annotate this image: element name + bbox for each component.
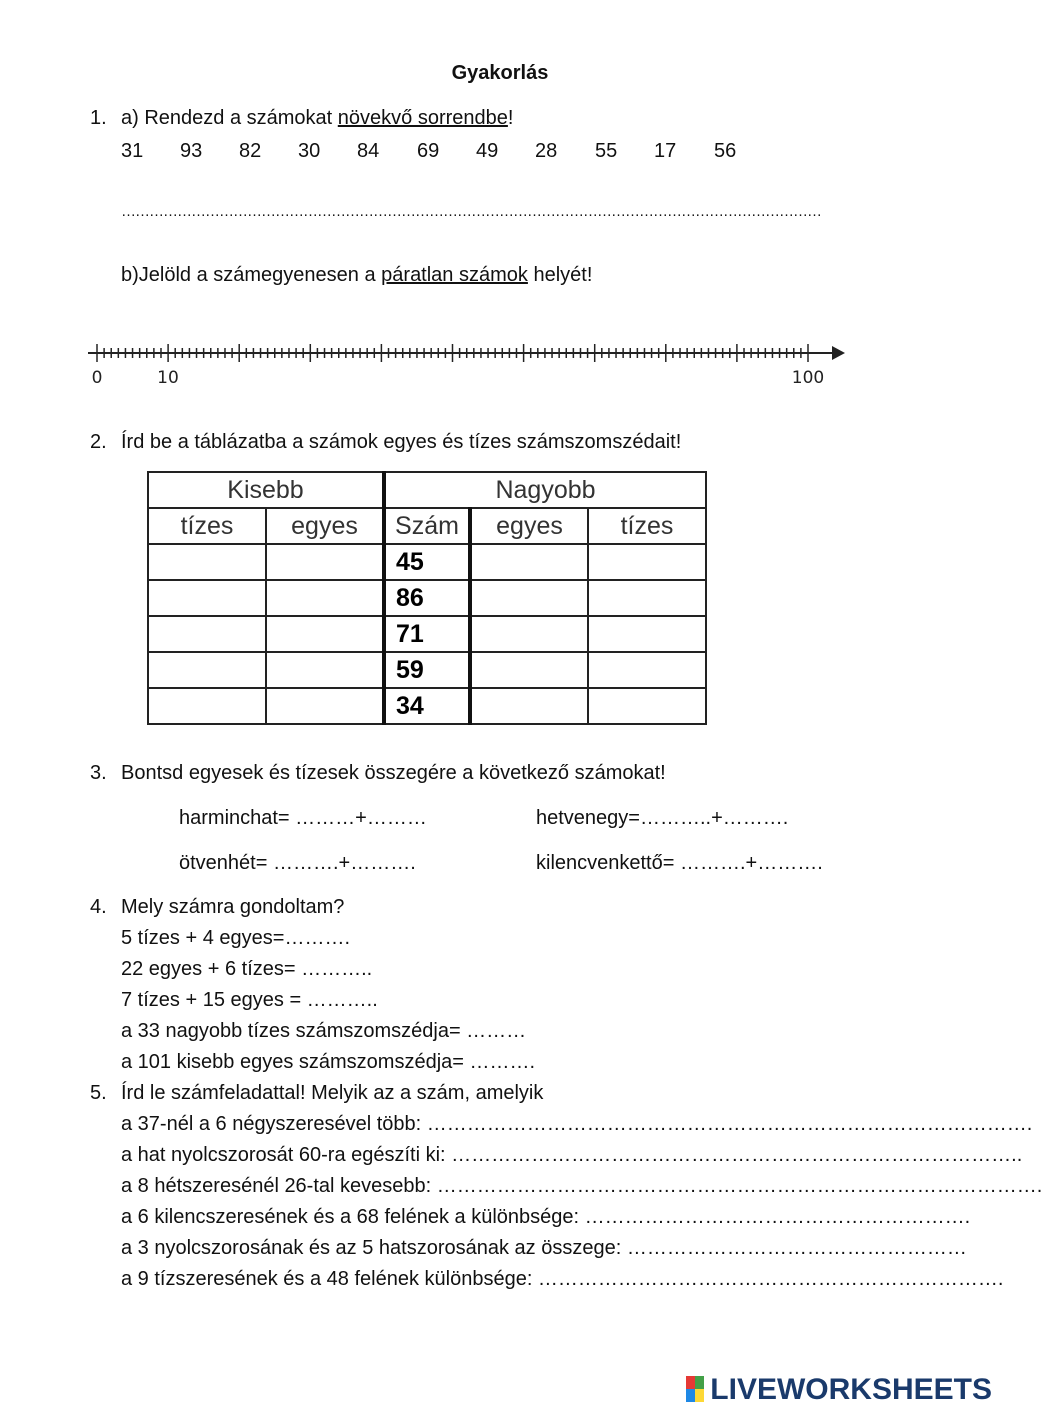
input-cell[interactable]	[148, 544, 266, 580]
input-cell[interactable]	[266, 688, 384, 724]
q3-item-kilencvenketto[interactable]: kilencvenkettő= ……….+……….	[536, 852, 823, 874]
page-title: Gyakorlás	[451, 62, 549, 84]
q1-answer-line[interactable]: ……………………………………………………………………………………………………………………………………	[121, 203, 821, 220]
q4-line[interactable]: 7 tízes + 15 egyes = ………..	[121, 989, 378, 1011]
input-cell[interactable]	[470, 616, 588, 652]
q1-number-item: 31	[121, 140, 144, 162]
column-header: tízes	[148, 508, 266, 544]
input-cell[interactable]	[470, 652, 588, 688]
q1-number-item: 69	[417, 140, 440, 162]
input-cell[interactable]	[148, 652, 266, 688]
q1-number-item: 28	[535, 140, 558, 162]
table-row	[148, 616, 706, 652]
q1-a-underlined: növekvő sorrendbe	[337, 107, 508, 129]
table-row	[148, 688, 706, 724]
number-cell: 45	[384, 544, 470, 580]
number-cell: 34	[384, 688, 470, 724]
axis-label-0: 0	[91, 368, 103, 388]
table-row	[148, 544, 706, 580]
input-cell[interactable]	[588, 688, 706, 724]
column-header: egyes	[470, 508, 588, 544]
logo-text: LIVEWORKSHEETS	[710, 1373, 992, 1406]
q4-line[interactable]: a 33 nagyobb tízes számszomszédja= ………	[121, 1020, 527, 1042]
input-cell[interactable]	[148, 580, 266, 616]
number-cell: 71	[384, 616, 470, 652]
input-cell[interactable]	[470, 688, 588, 724]
q5-instruction: Írd le számfeladattal! Melyik az a szám, amelyik	[121, 1082, 544, 1104]
input-cell[interactable]	[266, 616, 384, 652]
input-cell[interactable]	[266, 580, 384, 616]
q4-line[interactable]: 5 tízes + 4 egyes=……….	[121, 927, 350, 949]
input-cell[interactable]	[266, 544, 384, 580]
q1-number-item: 30	[298, 140, 321, 162]
q5-line[interactable]: a hat nyolcszorosát 60-ra egészíti ki: …………………………………………………………………………..	[121, 1144, 1023, 1166]
input-cell[interactable]	[470, 544, 588, 580]
input-cell[interactable]	[470, 580, 588, 616]
axis-label-10: 10	[157, 368, 179, 388]
column-header: tízes	[588, 508, 706, 544]
q4-line[interactable]: 22 egyes + 6 tízes= ………..	[121, 958, 373, 980]
header-kisebb: Kisebb	[148, 472, 384, 508]
q2-instruction: Írd be a táblázatba a számok egyes és tízes számszomszédait!	[121, 431, 682, 453]
q5-line[interactable]: a 6 kilencszeresének és a 68 felének a különbsége: ………………………………………………….	[121, 1206, 971, 1228]
input-cell[interactable]	[266, 652, 384, 688]
neighbors-table	[147, 471, 707, 725]
q1-a-instruction	[121, 107, 513, 130]
q1-number-item: 93	[180, 140, 203, 162]
column-header: Szám	[384, 508, 470, 544]
axis-label-100: 100	[791, 368, 825, 388]
q3-item-hetvenegy[interactable]: hetvenegy=………..+……….	[536, 807, 789, 829]
input-cell[interactable]	[588, 616, 706, 652]
q3-item-harminchat[interactable]: harminchat= ………+………	[179, 807, 427, 829]
q4-number: 4.	[90, 896, 107, 918]
q1-number-item: 55	[595, 140, 618, 162]
header-nagyobb: Nagyobb	[384, 472, 706, 508]
q3-number: 3.	[90, 762, 107, 784]
q4-line[interactable]: a 101 kisebb egyes számszomszédja= ……….	[121, 1051, 536, 1073]
table-row	[148, 580, 706, 616]
q1-number-item: 82	[239, 140, 262, 162]
input-cell[interactable]	[148, 688, 266, 724]
q5-line[interactable]: a 3 nyolcszorosának és az 5 hatszorosának az összege: ……………………………………………	[121, 1237, 967, 1259]
number-cell: 59	[384, 652, 470, 688]
q5-number: 5.	[90, 1082, 107, 1104]
q5-line[interactable]: a 8 hétszeresénél 26-tal kevesebb: ……………………………………………………………………………….	[121, 1175, 1042, 1197]
q1-a-prefix: a) Rendezd a számokat	[121, 107, 338, 129]
q1-b-prefix: b)Jelöld a számegyenesen a	[121, 264, 382, 286]
input-cell[interactable]	[588, 544, 706, 580]
q1-number-item: 49	[476, 140, 499, 162]
q1-number-item: 56	[714, 140, 737, 162]
number-line[interactable]	[80, 336, 860, 396]
input-cell[interactable]	[148, 616, 266, 652]
q2-number: 2.	[90, 431, 107, 453]
q1-a-suffix: !	[507, 107, 514, 129]
input-cell[interactable]	[588, 652, 706, 688]
number-line-arrow	[832, 346, 845, 360]
q3-instruction: Bontsd egyesek és tízesek összegére a következő számokat!	[121, 762, 666, 784]
q5-line[interactable]: a 9 tízszeresének és a 48 felének különbsége: …………………………………………………………….	[121, 1268, 1004, 1290]
q5-line[interactable]: a 37-nél a 6 négyszeresével több: ……………………………………………………………………………….	[121, 1113, 1033, 1135]
q1-number-item: 17	[654, 140, 677, 162]
liveworksheets-logo	[686, 1373, 992, 1407]
q3-item-otvenhet[interactable]: ötvenhét= ……….+……….	[179, 852, 416, 874]
logo-mark-icon	[686, 1376, 704, 1402]
q1-number: 1.	[90, 107, 107, 129]
q1-number-item: 84	[357, 140, 380, 162]
q4-instruction: Mely számra gondoltam?	[121, 896, 345, 918]
input-cell[interactable]	[588, 580, 706, 616]
number-cell: 86	[384, 580, 470, 616]
q1-b-suffix: helyét!	[527, 264, 593, 286]
column-header: egyes	[266, 508, 384, 544]
table-row	[148, 652, 706, 688]
q1-b-underlined: páratlan számok	[381, 264, 528, 286]
q1-b-instruction	[121, 264, 592, 287]
